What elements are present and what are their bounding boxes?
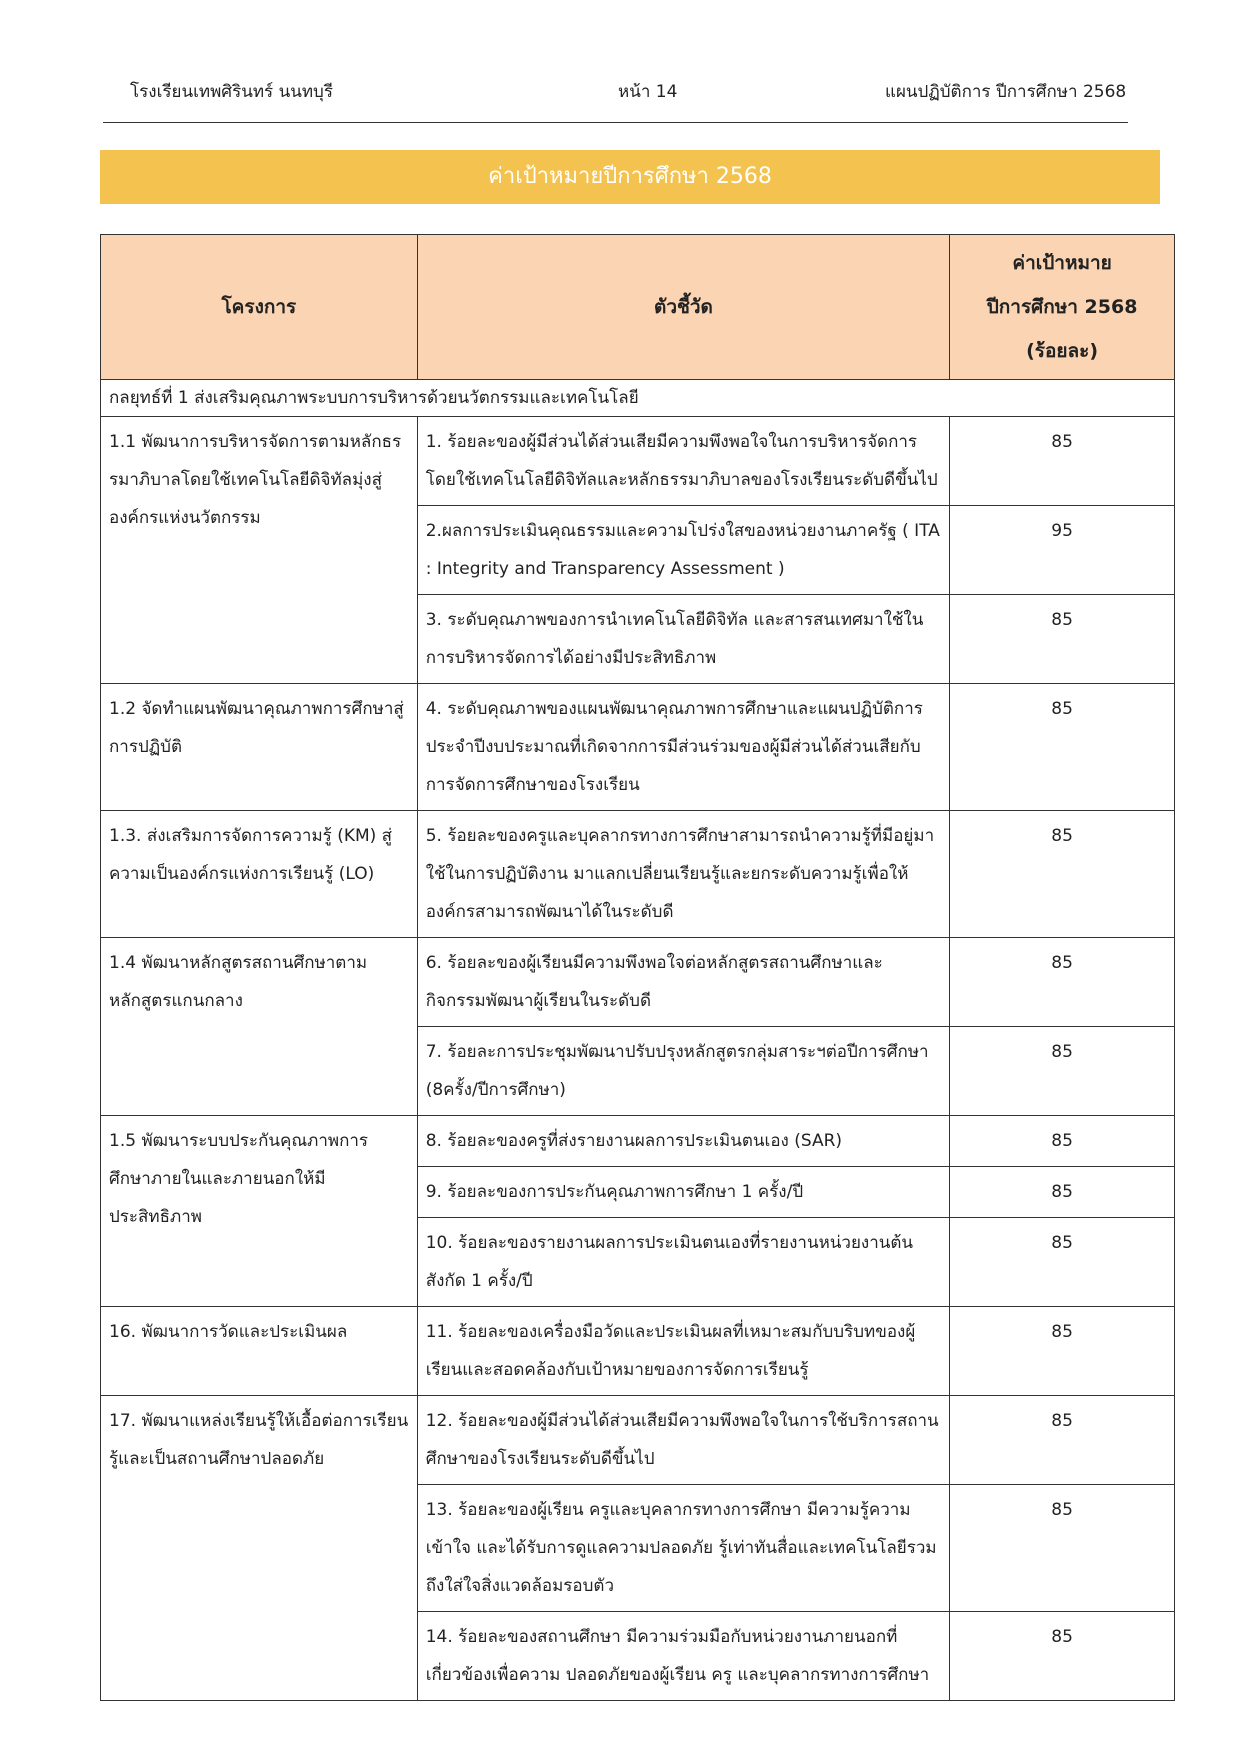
header-project: โครงการ — [101, 235, 418, 380]
indicator-cell: 8. ร้อยละของครูที่ส่งรายงานผลการประเมินตนเอง (SAR) — [417, 1116, 949, 1167]
target-cell: 85 — [950, 1396, 1175, 1485]
indicator-cell: 10. ร้อยละของรายงานผลการประเมินตนเองที่รายงานหน่วยงานต้นสังกัด 1 ครั้ง/ปี — [417, 1218, 949, 1307]
header-target — [950, 235, 1175, 380]
header-target-line: ปีการศึกษา 2568 — [986, 296, 1138, 318]
target-cell: 85 — [950, 1116, 1175, 1167]
table-row — [101, 811, 1175, 938]
page-number: หน้า 14 — [618, 82, 678, 102]
table-row — [101, 1116, 1175, 1167]
header-target-line: (ร้อยละ) — [1026, 340, 1099, 362]
target-cell: 85 — [950, 1027, 1175, 1116]
header-target-line: ค่าเป้าหมาย — [1012, 252, 1112, 274]
indicator-cell: 2.ผลการประเมินคุณธรรมและความโปร่งใสของหน่วยงานภาครัฐ ( ITA : Integrity and Transparency Assessment ) — [417, 506, 949, 595]
table-row — [101, 684, 1175, 811]
indicator-cell: 1. ร้อยละของผู้มีส่วนได้ส่วนเสียมีความพึงพอใจในการบริหารจัดการโดยใช้เทคโนโลยีดิจิทัลและหลักธรรมาภิบาลของโรงเรียนระดับดีขึ้นไป — [417, 417, 949, 506]
target-cell: 95 — [950, 506, 1175, 595]
indicator-cell: 4. ระดับคุณภาพของแผนพัฒนาคุณภาพการศึกษาและแผนปฏิบัติการประจำปีงบประมาณที่เกิดจากการมีส่วนร่วมของผู้มีส่วนได้ส่วนเสียกับการจัดการศึกษาของโรงเรียน — [417, 684, 949, 811]
target-cell: 85 — [950, 1218, 1175, 1307]
target-cell: 85 — [950, 417, 1175, 506]
indicator-cell: 5. ร้อยละของครูและบุคลากรทางการศึกษาสามารถนำความรู้ที่มีอยู่มาใช้ในการปฏิบัติงาน มาแลกเปลี่ยนเรียนรู้และยกระดับความรู้เพื่อให้องค์กรสามารถพัฒนาได้ในระดับดี — [417, 811, 949, 938]
header-divider — [103, 122, 1128, 123]
project-cell: 17. พัฒนาแหล่งเรียนรู้ให้เอื้อต่อการเรียนรู้และเป็นสถานศึกษาปลอดภัย — [101, 1396, 418, 1701]
header-indicator: ตัวชี้วัด — [417, 235, 949, 380]
project-cell: 1.1 พัฒนาการบริหารจัดการตามหลักธรรมาภิบาลโดยใช้เทคโนโลยีดิจิทัลมุ่งสู่องค์กรแห่งนวัตกรรม — [101, 417, 418, 684]
target-cell: 85 — [950, 684, 1175, 811]
indicator-cell: 7. ร้อยละการประชุมพัฒนาปรับปรุงหลักสูตรกลุ่มสาระฯต่อปีการศึกษา (8ครั้ง/ปีการศึกษา) — [417, 1027, 949, 1116]
target-cell: 85 — [950, 938, 1175, 1027]
indicator-cell: 11. ร้อยละของเครื่องมือวัดและประเมินผลที่เหมาะสมกับบริบทของผู้เรียนและสอดคล้องกับเป้าหมายของการจัดการเรียนรู้ — [417, 1307, 949, 1396]
section-banner: ค่าเป้าหมายปีการศึกษา 2568 — [100, 150, 1160, 204]
indicator-cell: 3. ระดับคุณภาพของการนำเทคโนโลยีดิจิทัล และสารสนเทศมาใช้ในการบริหารจัดการได้อย่างมีประสิทธิภาพ — [417, 595, 949, 684]
project-cell: 1.4 พัฒนาหลักสูตรสถานศึกษาตามหลักสูตรแกนกลาง — [101, 938, 418, 1116]
target-cell: 85 — [950, 595, 1175, 684]
project-cell: 1.3. ส่งเสริมการจัดการความรู้ (KM) สู่ความเป็นองค์กรแห่งการเรียนรู้ (LO) — [101, 811, 418, 938]
target-cell: 85 — [950, 1167, 1175, 1218]
target-cell: 85 — [950, 1307, 1175, 1396]
plan-title: แผนปฏิบัติการ ปีการศึกษา 2568 — [885, 82, 1127, 102]
table-row — [101, 417, 1175, 506]
target-cell: 85 — [950, 1612, 1175, 1701]
project-cell: 16. พัฒนาการวัดและประเมินผล — [101, 1307, 418, 1396]
targets-table — [100, 234, 1175, 1701]
indicator-cell: 13. ร้อยละของผู้เรียน ครูและบุคลากรทางการศึกษา มีความรู้ความเข้าใจ และได้รับการดูแลความปลอดภัย รู้เท่าทันสื่อและเทคโนโลยีรวมถึงใส่ใจสิ่งแวดล้อมรอบตัว — [417, 1485, 949, 1612]
project-cell: 1.2 จัดทำแผนพัฒนาคุณภาพการศึกษาสู่การปฏิบัติ — [101, 684, 418, 811]
indicator-cell: 9. ร้อยละของการประกันคุณภาพการศึกษา 1 ครั้ง/ปี — [417, 1167, 949, 1218]
table-row — [101, 1307, 1175, 1396]
indicator-cell: 6. ร้อยละของผู้เรียนมีความพึงพอใจต่อหลักสูตรสถานศึกษาและกิจกรรมพัฒนาผู้เรียนในระดับดี — [417, 938, 949, 1027]
project-cell: 1.5 พัฒนาระบบประกันคุณภาพการศึกษาภายในและภายนอกให้มีประสิทธิภาพ — [101, 1116, 418, 1307]
indicator-cell: 14. ร้อยละของสถานศึกษา มีความร่วมมือกับหน่วยงานภายนอกที่เกี่ยวข้องเพื่อความ ปลอดภัยของผู้เรียน ครู และบุคลากรทางการศึกษา — [417, 1612, 949, 1701]
indicator-cell: 12. ร้อยละของผู้มีส่วนได้ส่วนเสียมีความพึงพอใจในการใช้บริการสถานศึกษาของโรงเรียนระดับดีขึ้นไป — [417, 1396, 949, 1485]
target-cell: 85 — [950, 1485, 1175, 1612]
table-row — [101, 938, 1175, 1027]
strategy-row: กลยุทธ์ที่ 1 ส่งเสริมคุณภาพระบบการบริหารด้วยนวัตกรรมและเทคโนโลยี — [101, 380, 1175, 417]
school-name: โรงเรียนเทพศิรินทร์ นนทบุรี — [130, 82, 333, 102]
table-row — [101, 1396, 1175, 1485]
target-cell: 85 — [950, 811, 1175, 938]
